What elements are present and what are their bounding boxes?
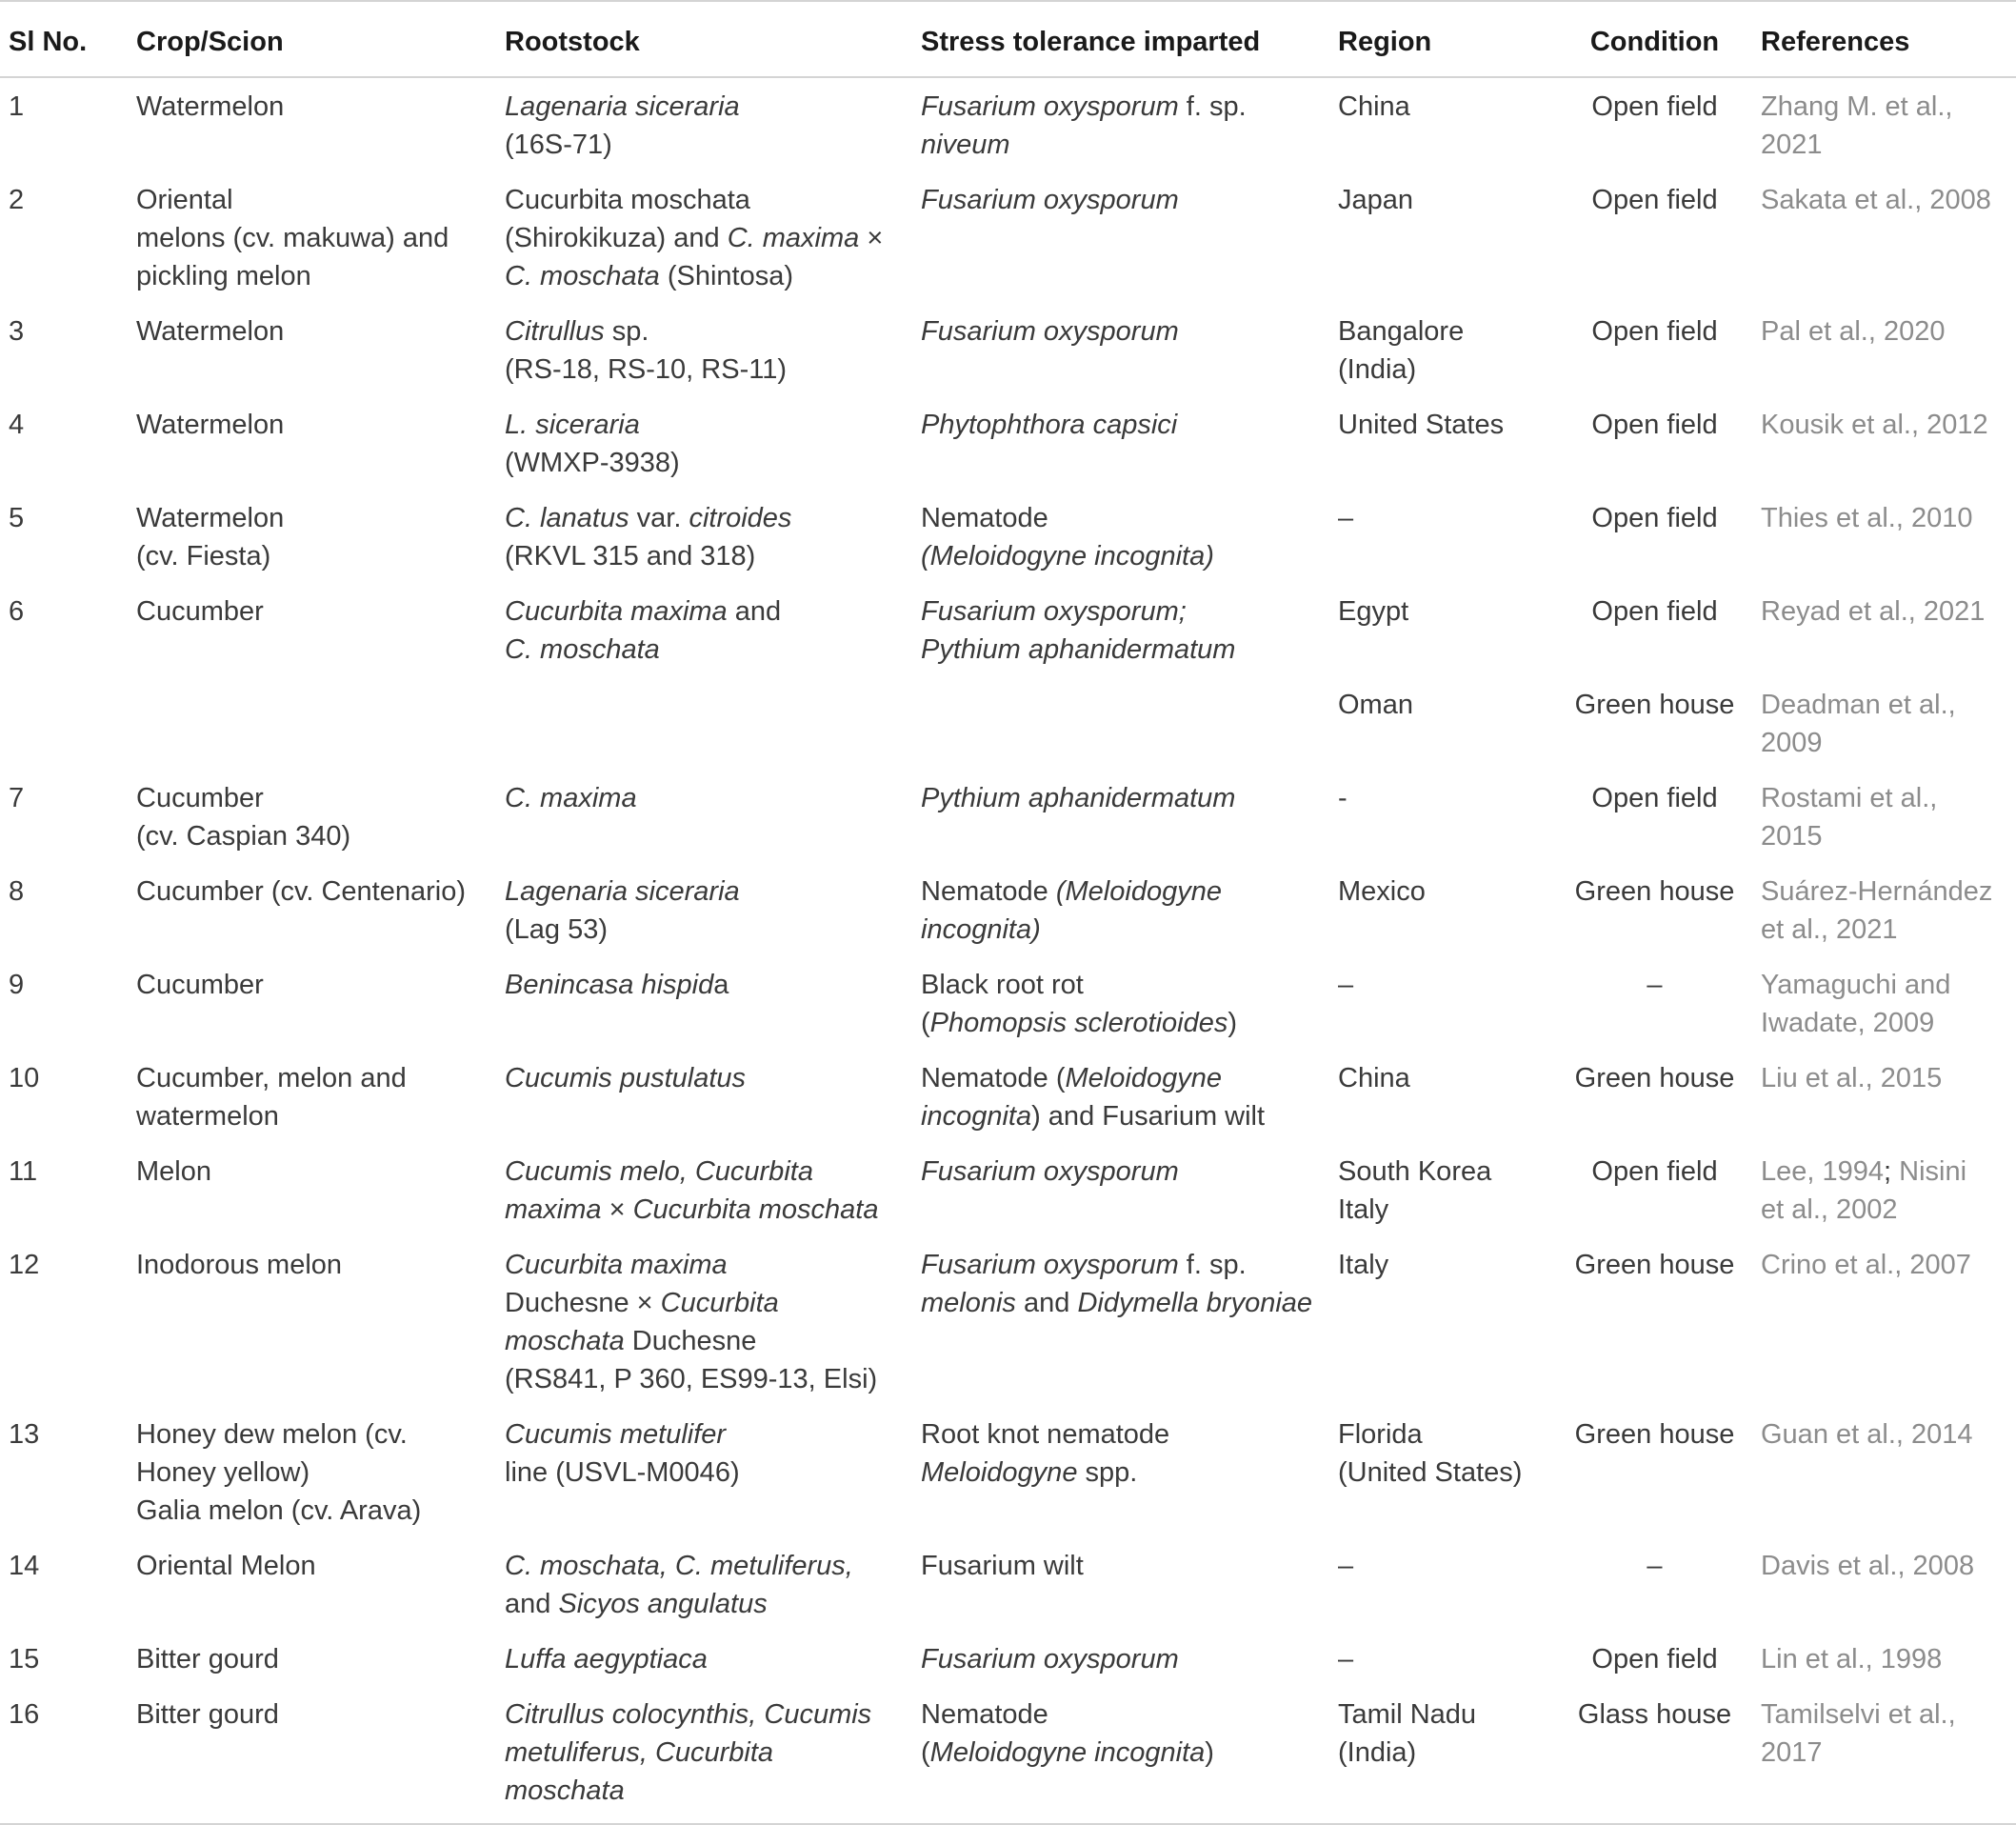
rootstock-text: Cucumis pustulatus — [505, 1063, 747, 1093]
sl-no-cell: 7 — [9, 783, 25, 813]
rootstock-text: Lagenaria siceraria — [505, 91, 740, 122]
rootstock-text: (RKVL 315 and 318) — [505, 541, 756, 572]
rootstock-text: and — [727, 596, 782, 627]
condition-cell: Open field — [1591, 1156, 1718, 1187]
stress-text: Nematode ( — [921, 1063, 1066, 1093]
table-row — [0, 1631, 2016, 1686]
references-cell — [1761, 303, 2016, 396]
rootstock-text: C. moschata, C. metuliferus, — [505, 1551, 853, 1581]
condition-cell: – — [1647, 970, 1663, 1000]
rootstock-text: var. — [629, 503, 689, 533]
sl-no-cell: 3 — [9, 316, 25, 347]
rootstock-text: Cucurbita moschata — [632, 1194, 879, 1225]
stress-tolerance-cell — [921, 171, 1338, 303]
region-cell: – — [1338, 1551, 1354, 1581]
stress-tolerance-cell — [921, 956, 1338, 1050]
stress-text: f. sp. — [1178, 91, 1247, 122]
stress-text: (Meloidogyne incognita) — [921, 876, 1222, 945]
references-cell — [1761, 490, 2016, 583]
stress-text: Fusarium oxysporum — [921, 1250, 1179, 1280]
condition-cell: Open field — [1591, 410, 1718, 440]
references-cell — [1761, 1050, 2016, 1143]
stress-text: Phytophthora capsici — [921, 410, 1178, 440]
rootstock-text: Cucurbita maxima — [505, 596, 728, 627]
condition-cell: Green house — [1574, 876, 1735, 907]
reference-link[interactable]: Suárez-Hernández et al., 2021 — [1761, 876, 1993, 945]
stress-text: Pythium aphanidermatum — [921, 783, 1236, 813]
rootstock-cell — [505, 583, 921, 676]
condition-cell: Open field — [1591, 783, 1718, 813]
stress-tolerance-cell — [921, 303, 1338, 396]
table-row — [0, 863, 2016, 956]
rootstock-cell — [505, 490, 921, 583]
region-cell: Egypt — [1338, 596, 1409, 627]
condition-cell: Green house — [1574, 1063, 1735, 1093]
rootstock-text: × — [859, 223, 884, 253]
stress-text: niveum — [921, 130, 1010, 160]
region-cell: Tamil Nadu (India) — [1338, 1686, 1548, 1824]
stress-text: ) and Fusarium wilt — [1031, 1101, 1266, 1132]
reference-link[interactable]: Lee, 1994 — [1761, 1156, 1885, 1187]
table-row — [0, 1236, 2016, 1406]
header-region: Region — [1338, 1, 1548, 77]
stress-tolerance-cell — [921, 1686, 1338, 1824]
crop-scion-cell: Watermelon (cv. Fiesta) — [136, 503, 285, 572]
crop-scion-cell: Melon — [136, 1156, 211, 1187]
crop-scion-cell: Cucumber — [136, 970, 264, 1000]
header-references: References — [1761, 1, 2016, 77]
rootstock-text: C. maxima — [727, 223, 860, 253]
stress-text: Phomopsis sclerotioides — [929, 1008, 1228, 1038]
stress-text: Meloidogyne — [921, 1457, 1078, 1488]
table-row — [0, 770, 2016, 863]
stress-text: melonis — [921, 1288, 1016, 1318]
crop-scion-cell: Watermelon — [136, 410, 285, 440]
crop-scion-cell: Oriental Melon — [136, 1551, 316, 1581]
reference-link[interactable]: Sakata et al., 2008 — [1761, 185, 1991, 215]
sl-no-cell — [0, 676, 136, 770]
stress-text: Fusarium wilt — [921, 1551, 1084, 1581]
reference-separator: ; — [1884, 1156, 1900, 1187]
condition-cell: Open field — [1591, 503, 1718, 533]
sl-no-cell: 15 — [9, 1644, 40, 1675]
table-row — [0, 1686, 2016, 1824]
references-cell — [1761, 1686, 2016, 1824]
rootstock-text: C. maxima — [505, 783, 637, 813]
reference-link[interactable]: Nisini et al., 2002 — [1761, 1156, 1967, 1225]
rootstock-cell — [505, 303, 921, 396]
rootstock-text: × — [601, 1194, 633, 1225]
rootstock-text: Cucurbita moschata (Shirokikuza) and — [505, 185, 750, 253]
condition-cell: Green house — [1574, 1419, 1735, 1450]
crop-scion-cell — [136, 676, 505, 770]
stress-text: Black root rot ( — [921, 970, 1084, 1038]
table-row — [0, 303, 2016, 396]
references-cell — [1761, 1406, 2016, 1537]
stress-tolerance-cell — [921, 1143, 1338, 1236]
table-body — [0, 77, 2016, 1824]
rootstock-text: Cucurbita maxima — [505, 1250, 728, 1280]
rootstock-cell — [505, 1631, 921, 1686]
table-row — [0, 676, 2016, 770]
table-row — [0, 1050, 2016, 1143]
table-row — [0, 171, 2016, 303]
stress-tolerance-cell — [921, 1050, 1338, 1143]
references-cell — [1761, 1143, 2016, 1236]
stress-text: Fusarium oxysporum — [921, 1644, 1179, 1675]
stress-text: Didymella bryoniae — [1077, 1288, 1313, 1318]
region-cell: China — [1338, 91, 1410, 122]
sl-no-cell: 11 — [9, 1156, 38, 1187]
region-cell: – — [1338, 503, 1354, 533]
stress-tolerance-cell — [921, 490, 1338, 583]
region-cell: China — [1338, 1063, 1410, 1093]
references-cell — [1761, 396, 2016, 490]
crop-scion-cell: Bitter gourd — [136, 1686, 505, 1824]
reference-link[interactable]: Zhang M. et al., 2021 — [1761, 91, 1953, 160]
reference-link[interactable]: Crino et al., 2007 — [1761, 1250, 1971, 1280]
condition-cell: Open field — [1591, 185, 1718, 215]
rootstock-text: Cucurbita moschata — [505, 1288, 779, 1356]
reference-link[interactable]: Lin et al., 1998 — [1761, 1644, 1943, 1675]
rootstock-cell — [505, 956, 921, 1050]
rootstock-text: Citrullus colocynthis, Cucumis metuliferus, Cucurbita moschata — [505, 1699, 872, 1806]
table-row — [0, 77, 2016, 171]
stress-text: f. sp. — [1178, 1250, 1247, 1280]
table-row — [0, 1143, 2016, 1236]
stress-text: Fusarium oxysporum; Pythium aphanidermatum — [921, 596, 1236, 665]
stress-text: Meloidogyne incognita — [921, 1063, 1222, 1132]
sl-no-cell: 16 — [0, 1686, 136, 1824]
stress-text: Fusarium oxysporum — [921, 185, 1179, 215]
reference-link[interactable]: Kousik et al., 2012 — [1761, 410, 1988, 440]
stress-text: and — [1015, 1288, 1078, 1318]
condition-cell: Green house — [1574, 690, 1735, 720]
rootstock-text: Cucumis metulifer — [505, 1419, 727, 1450]
header-crop-scion: Crop/Scion — [136, 1, 505, 77]
references-cell — [1761, 956, 2016, 1050]
reference-link[interactable]: Deadman et al., 2009 — [1761, 690, 1956, 758]
condition-cell: Open field — [1591, 91, 1718, 122]
sl-no-cell: 2 — [9, 185, 25, 215]
reference-link[interactable]: Liu et al., 2015 — [1761, 1063, 1943, 1093]
rootstock-text: line (USVL-M0046) — [505, 1457, 740, 1488]
crop-scion-cell: Inodorous melon — [136, 1250, 343, 1280]
region-cell: Bangalore (India) — [1338, 316, 1465, 385]
rootstock-cell — [505, 1686, 921, 1824]
rootstock-text: Cucumis melo, Cucurbita maxima — [505, 1156, 813, 1225]
region-cell: Oman — [1338, 690, 1413, 720]
rootstock-text: sp. (RS-18, RS-10, RS-11) — [505, 316, 787, 385]
crop-scion-cell: Honey dew melon (cv. Honey yellow) Galia melon (cv. Arava) — [136, 1419, 422, 1526]
rootstock-cell — [505, 863, 921, 956]
region-cell: Italy — [1338, 1250, 1389, 1280]
rootstock-cell — [505, 1537, 921, 1631]
stress-tolerance-cell — [921, 1537, 1338, 1631]
stress-text: Nematode — [921, 876, 1056, 907]
rootstock-text: Duchesne (RS841, P 360, ES99-13, Elsi) — [505, 1326, 878, 1394]
stress-text: Fusarium oxysporum — [921, 316, 1179, 347]
stress-text: spp. — [1077, 1457, 1138, 1488]
stress-text: Nematode ( — [921, 1699, 1048, 1768]
condition-cell: Green house — [1574, 1250, 1735, 1280]
rootstock-text: Citrullus — [505, 316, 605, 347]
rootstock-cell — [505, 77, 921, 171]
rootstock-text: Duchesne × — [505, 1288, 661, 1318]
rootstock-cell — [505, 1236, 921, 1406]
header-rootstock: Rootstock — [505, 1, 921, 77]
reference-link[interactable]: Thies et al., 2010 — [1761, 503, 1973, 533]
rootstock-text: L. siceraria — [505, 410, 640, 440]
rootstock-cell — [505, 676, 921, 770]
region-cell: - — [1338, 783, 1347, 813]
rootstock-cell — [505, 1143, 921, 1236]
sl-no-cell: 1 — [9, 91, 25, 122]
crop-scion-cell: Oriental melons (cv. makuwa) and pickling melon — [136, 185, 449, 291]
rootstock-cell — [505, 1050, 921, 1143]
stress-text: Root knot nematode — [921, 1419, 1170, 1450]
header-row — [0, 1, 2016, 77]
crop-scion-cell: Bitter gourd — [136, 1644, 279, 1675]
region-cell: South Korea Italy — [1338, 1156, 1492, 1225]
table-row — [0, 956, 2016, 1050]
region-cell: – — [1338, 1644, 1354, 1675]
reference-link[interactable]: Reyad et al., 2021 — [1761, 596, 1986, 627]
references-cell — [1761, 676, 2016, 770]
stress-tolerance-cell — [921, 676, 1338, 770]
stress-tolerance-cell — [921, 863, 1338, 956]
stress-tolerance-cell — [921, 77, 1338, 171]
references-cell — [1761, 863, 2016, 956]
crop-scion-cell: Watermelon — [136, 316, 285, 347]
references-cell — [1761, 1537, 2016, 1631]
sl-no-cell: 8 — [9, 876, 25, 907]
rootstock-text: (WMXP-3938) — [505, 448, 680, 478]
stress-tolerance-cell — [921, 1631, 1338, 1686]
rootstock-text: Lagenaria siceraria — [505, 876, 740, 907]
sl-no-cell: 4 — [9, 410, 25, 440]
sl-no-cell: 13 — [9, 1419, 40, 1450]
crop-scion-cell: Cucumber (cv. Centenario) — [136, 876, 466, 907]
reference-link[interactable]: Rostami et al., 2015 — [1761, 783, 1938, 852]
condition-cell: – — [1647, 1551, 1663, 1581]
sl-no-cell: 6 — [9, 596, 25, 627]
stress-tolerance-cell — [921, 770, 1338, 863]
sl-no-cell: 14 — [9, 1551, 40, 1581]
stress-text: ) — [1228, 1008, 1238, 1038]
stress-tolerance-cell — [921, 396, 1338, 490]
rootstock-cell — [505, 770, 921, 863]
rootstock-text: C. lanatus — [505, 503, 629, 533]
table-row — [0, 1406, 2016, 1537]
region-cell: United States — [1338, 410, 1505, 440]
rootstock-text: (Lag 53) — [505, 914, 609, 945]
reference-link[interactable]: Yamaguchi and Iwadate, 2009 — [1761, 970, 1951, 1038]
rootstock-text: a — [713, 970, 729, 1000]
table-row — [0, 396, 2016, 490]
rootstock-text: C. moschata — [505, 634, 660, 665]
stress-text: (Meloidogyne incognita) — [921, 541, 1214, 572]
header-sl-no: Sl No. — [0, 1, 136, 77]
reference-link[interactable]: Guan et al., 2014 — [1761, 1419, 1973, 1450]
crop-scion-cell: Cucumber, melon and watermelon — [136, 1063, 407, 1132]
rootstock-text: (16S-71) — [505, 130, 612, 160]
condition-cell: Open field — [1591, 1644, 1718, 1675]
reference-link[interactable]: Pal et al., 2020 — [1761, 316, 1946, 347]
region-cell: Mexico — [1338, 876, 1426, 907]
table-row — [0, 1537, 2016, 1631]
region-cell: Florida (United States) — [1338, 1419, 1523, 1488]
stress-tolerance-cell — [921, 583, 1338, 676]
crop-scion-cell: Watermelon — [136, 91, 285, 122]
stress-tolerance-cell — [921, 1236, 1338, 1406]
condition-cell: Open field — [1591, 316, 1718, 347]
references-cell — [1761, 1236, 2016, 1406]
stress-text: Nematode — [921, 503, 1048, 533]
references-cell — [1761, 770, 2016, 863]
sl-no-cell: 9 — [9, 970, 25, 1000]
sl-no-cell: 10 — [9, 1063, 40, 1093]
rootstock-text: Luffa aegyptiaca — [505, 1644, 708, 1675]
rootstock-cell — [505, 396, 921, 490]
rootstock-text: Sicyos angulatus — [558, 1589, 768, 1619]
references-cell — [1761, 171, 2016, 303]
condition-cell: Glass house — [1548, 1686, 1761, 1824]
sl-no-cell: 5 — [9, 503, 25, 533]
rootstock-text: and — [505, 1589, 559, 1619]
table-row — [0, 490, 2016, 583]
rootstock-cell — [505, 1406, 921, 1537]
sl-no-cell: 12 — [9, 1250, 40, 1280]
stress-text: Meloidogyne incognita — [929, 1737, 1206, 1768]
references-cell — [1761, 583, 2016, 676]
region-cell: Japan — [1338, 185, 1414, 215]
stress-tolerance-cell — [921, 1406, 1338, 1537]
rootstock-text: citroides — [689, 503, 792, 533]
condition-cell: Open field — [1591, 596, 1718, 627]
stress-text: ) — [1205, 1737, 1214, 1768]
stress-text: Fusarium oxysporum — [921, 1156, 1179, 1187]
crop-scion-cell: Cucumber — [136, 596, 264, 627]
region-cell: – — [1338, 970, 1354, 1000]
rootstock-cell — [505, 171, 921, 303]
rootstock-text: C. moschata — [505, 261, 660, 291]
stress-text: Fusarium oxysporum — [921, 91, 1179, 122]
header-condition: Condition — [1548, 1, 1761, 77]
header-stress-tolerance: Stress tolerance imparted — [921, 1, 1338, 77]
rootstock-text: (Shintosa) — [659, 261, 794, 291]
table-row — [0, 583, 2016, 676]
rootstock-text: Benincasa hispid — [505, 970, 714, 1000]
crop-scion-cell: Cucumber (cv. Caspian 340) — [136, 783, 351, 852]
references-cell — [1761, 77, 2016, 171]
reference-link[interactable]: Davis et al., 2008 — [1761, 1551, 1975, 1581]
references-cell — [1761, 1631, 2016, 1686]
reference-link[interactable]: Tamilselvi et al., 2017 — [1761, 1699, 1956, 1768]
